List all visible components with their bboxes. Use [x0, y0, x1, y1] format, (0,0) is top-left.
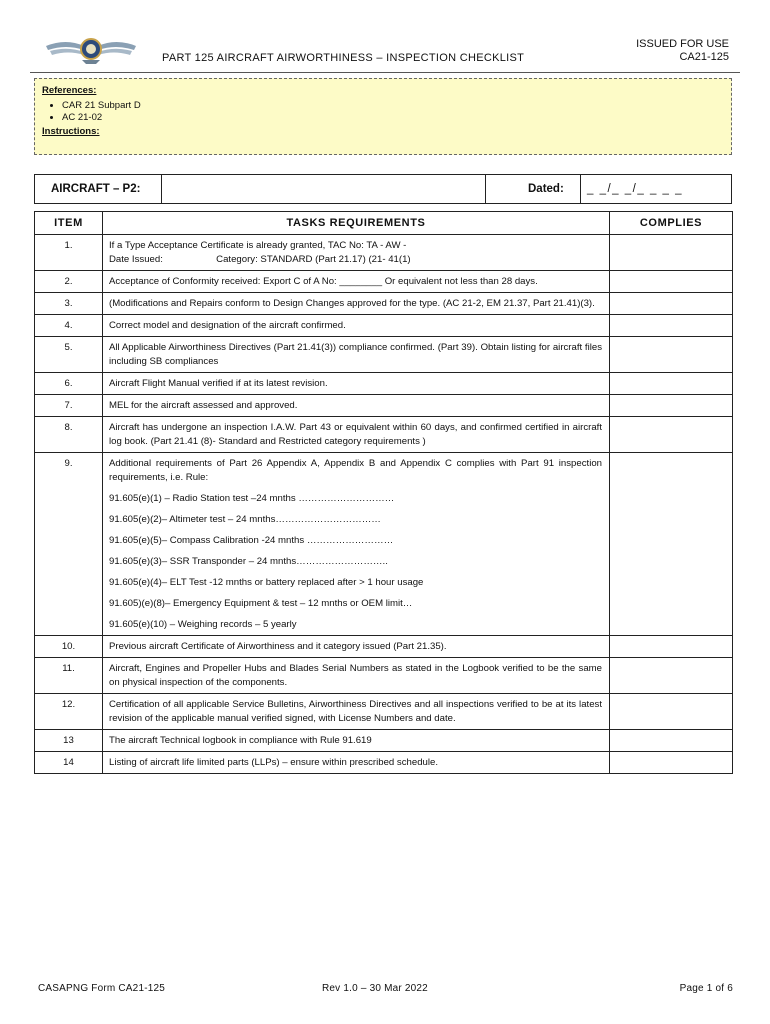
- aircraft-label: AIRCRAFT – P2:: [35, 175, 162, 203]
- complies-cell[interactable]: [610, 752, 733, 774]
- rule-requirement-text: 91.605(e)(2)– Altimeter test – 24 mnths……………………………: [109, 514, 381, 525]
- footer-page-number: Page 1 of 6: [679, 983, 733, 994]
- reference-item: • CAR 21 Subpart D: [62, 100, 724, 112]
- task-text: Previous aircraft Certificate of Airworthiness and it category issued (Part 21.35).: [109, 641, 447, 652]
- table-row: [35, 235, 733, 271]
- task-text: Acceptance of Conformity received: Export C of A No: ________ Or equivalent not less than 28 days.: [109, 276, 538, 287]
- reference-item: • AC 21-02: [62, 112, 724, 124]
- item-column-header: ITEM: [35, 212, 103, 235]
- task-text: The aircraft Technical logbook in compliance with Rule 91.619: [109, 735, 372, 746]
- complies-cell[interactable]: [610, 658, 733, 694]
- item-number: 5.: [35, 337, 103, 373]
- item-number: 1.: [35, 235, 103, 271]
- task-requirement: [103, 271, 610, 293]
- item-number: 12.: [35, 694, 103, 730]
- task-text: (Modifications and Repairs conform to Design Changes approved for the type. (AC 21-2, EM 21.37, Part 21.41)(3).: [109, 298, 595, 309]
- aircraft-info-row: [34, 174, 732, 204]
- complies-cell[interactable]: [610, 694, 733, 730]
- task-requirement: [103, 730, 610, 752]
- complies-cell[interactable]: [610, 417, 733, 453]
- item-number: 6.: [35, 373, 103, 395]
- casa-logo-icon: [44, 34, 138, 66]
- complies-cell[interactable]: [610, 373, 733, 395]
- task-requirement: [103, 315, 610, 337]
- task-text: Certification of all applicable Service Bulletins, Airworthiness Directives and all inspections verified to be at its latest revision of the applicable manual verified signed, with License Numbers and date.: [109, 699, 602, 724]
- issued-for-use-label: ISSUED FOR USE: [636, 38, 729, 50]
- table-row: [35, 453, 733, 636]
- task-requirement: [103, 417, 610, 453]
- table-row: [35, 730, 733, 752]
- item-number: 10.: [35, 636, 103, 658]
- complies-cell[interactable]: [610, 293, 733, 315]
- task-requirement: [103, 453, 610, 636]
- checklist-body: [35, 235, 733, 774]
- table-header-row: [35, 212, 733, 235]
- issue-status: [636, 38, 729, 64]
- complies-cell[interactable]: [610, 453, 733, 636]
- item-number: 13: [35, 730, 103, 752]
- task-text: Additional requirements of Part 26 Appendix A, Appendix B and Appendix C complies with Part 91 inspection requirements, i.e. Rule:: [109, 458, 602, 483]
- table-row: [35, 271, 733, 293]
- rule-requirement-text: 91.605(e)(4)– ELT Test -12 mnths or battery replaced after > 1 hour usage: [109, 577, 424, 588]
- references-heading: References:: [42, 85, 97, 96]
- complies-cell[interactable]: [610, 271, 733, 293]
- tasks-column-header: TASKS REQUIREMENTS: [103, 212, 610, 235]
- task-text: MEL for the aircraft assessed and approved.: [109, 400, 298, 411]
- table-row: [35, 752, 733, 774]
- instructions-heading: Instructions:: [42, 126, 100, 137]
- complies-column-header: COMPLIES: [610, 212, 733, 235]
- table-row: [35, 636, 733, 658]
- task-text: All Applicable Airworthiness Directives (Part 21.41(3)) compliance confirmed. (Part 39). Obtain listing for aircraft files including SB compliances: [109, 342, 602, 367]
- table-row: [35, 395, 733, 417]
- references-box: [34, 78, 732, 155]
- table-row: [35, 694, 733, 730]
- item-number: 14: [35, 752, 103, 774]
- rule-requirement-text: 91.605(e)(10) – Weighing records – 5 yearly: [109, 619, 297, 630]
- footer-form-name: CASAPNG Form CA21-125: [38, 983, 166, 994]
- complies-cell[interactable]: [610, 395, 733, 417]
- task-requirement: [103, 373, 610, 395]
- table-row: [35, 293, 733, 315]
- task-text: Correct model and designation of the aircraft confirmed.: [109, 320, 346, 331]
- complies-cell[interactable]: [610, 636, 733, 658]
- rule-requirement-text: 91.605(e)(5)– Compass Calibration -24 mnths ………………………: [109, 535, 394, 546]
- rule-requirement-text: 91.605(e)(1) – Radio Station test –24 mnths …………………………: [109, 493, 395, 504]
- footer-revision: Rev 1.0 – 30 Mar 2022: [322, 983, 428, 994]
- table-row: [35, 337, 733, 373]
- item-number: 8.: [35, 417, 103, 453]
- task-requirement: [103, 395, 610, 417]
- complies-cell[interactable]: [610, 315, 733, 337]
- inspection-checklist-table: [34, 211, 733, 774]
- table-row: [35, 373, 733, 395]
- references-list: [42, 100, 724, 124]
- task-text: Aircraft, Engines and Propeller Hubs and Blades Serial Numbers as stated in the Logbook verified to be the same on physical inspection of the components.: [109, 663, 602, 688]
- task-requirement: [103, 235, 610, 271]
- table-row: [35, 315, 733, 337]
- document-title: PART 125 AIRCRAFT AIRWORTHINESS – INSPECTION CHECKLIST: [162, 52, 525, 64]
- dated-field[interactable]: _ _/_ _/_ _ _ _: [587, 183, 684, 195]
- task-text: Aircraft Flight Manual verified if at its latest revision.: [109, 378, 328, 389]
- item-number: 11.: [35, 658, 103, 694]
- complies-cell[interactable]: [610, 730, 733, 752]
- item-number: 4.: [35, 315, 103, 337]
- complies-cell[interactable]: [610, 235, 733, 271]
- header-divider: [30, 72, 740, 73]
- item-number: 7.: [35, 395, 103, 417]
- form-code: CA21-125: [679, 51, 729, 63]
- task-text: Listing of aircraft life limited parts (LLPs) – ensure within prescribed schedule.: [109, 757, 439, 768]
- task-requirement: [103, 293, 610, 315]
- aircraft-field[interactable]: [162, 175, 486, 203]
- task-requirement: [103, 752, 610, 774]
- item-number: 2.: [35, 271, 103, 293]
- complies-cell[interactable]: [610, 337, 733, 373]
- item-number: 3.: [35, 293, 103, 315]
- table-row: [35, 658, 733, 694]
- task-text: Date Issued: Category: STANDARD (Part 21.17) (21- 41(1): [109, 254, 411, 265]
- task-requirement: [103, 658, 610, 694]
- item-number: 9.: [35, 453, 103, 636]
- task-requirement: [103, 636, 610, 658]
- rule-requirement-text: 91.605(e)(3)– SSR Transponder – 24 mnths………………………..: [109, 556, 388, 567]
- task-text: If a Type Acceptance Certificate is already granted, TAC No: TA - AW -: [109, 240, 407, 251]
- dated-label: Dated:: [486, 175, 581, 203]
- task-text: Aircraft has undergone an inspection I.A.W. Part 43 or equivalent within 60 days, and confirmed certified in aircraft log book. (Part 21.41 (8)- Standard and Restricted category requirements ): [109, 422, 602, 447]
- task-requirement: [103, 694, 610, 730]
- task-requirement: [103, 337, 610, 373]
- table-row: [35, 417, 733, 453]
- rule-requirement-text: 91.605)(e)(8)– Emergency Equipment & test – 12 mnths or OEM limit…: [109, 598, 413, 609]
